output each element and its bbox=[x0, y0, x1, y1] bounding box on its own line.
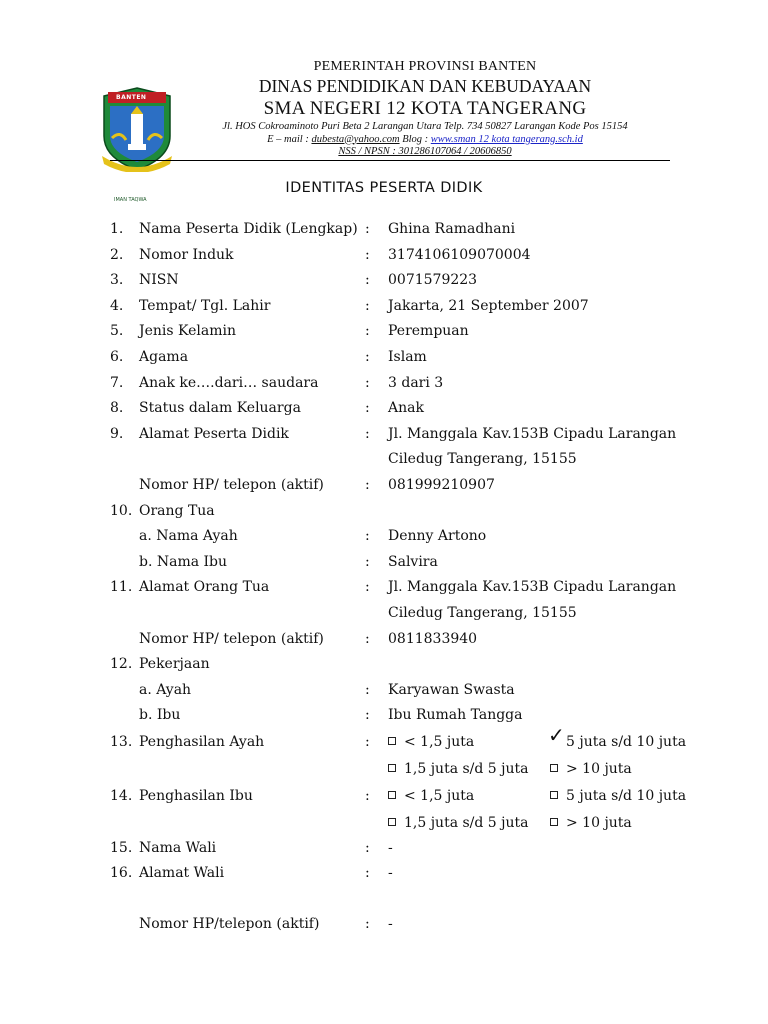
field-colon: : bbox=[365, 707, 370, 724]
field-number: 7. bbox=[110, 374, 124, 391]
field-label: Orang Tua bbox=[139, 502, 215, 519]
field-value: - bbox=[388, 840, 393, 856]
field-label: Tempat/ Tgl. Lahir bbox=[139, 297, 271, 314]
field-number: 1. bbox=[110, 221, 124, 237]
form-row bbox=[0, 525, 768, 547]
field-number: 12. bbox=[110, 656, 133, 673]
income-option[interactable] bbox=[550, 758, 632, 780]
checkbox-icon bbox=[388, 791, 396, 799]
form-row bbox=[0, 602, 768, 624]
field-number: 10. bbox=[110, 502, 133, 519]
field-colon: : bbox=[365, 297, 370, 314]
form-row bbox=[0, 551, 768, 573]
field-number: 11. bbox=[110, 579, 133, 596]
field-value: Salvira bbox=[388, 553, 438, 570]
field-number: 13. bbox=[110, 734, 133, 750]
income-option[interactable] bbox=[388, 731, 474, 753]
field-label: Nomor Induk bbox=[139, 246, 234, 263]
field-number: 5. bbox=[110, 323, 124, 340]
field-colon: : bbox=[365, 400, 370, 417]
form-row bbox=[0, 269, 768, 291]
form-row bbox=[0, 346, 768, 368]
field-label: Nama Wali bbox=[139, 840, 217, 856]
field-number: 14. bbox=[110, 788, 133, 804]
field-label: Alamat Peserta Didik bbox=[139, 425, 289, 442]
field-colon: : bbox=[365, 477, 370, 493]
form-row bbox=[0, 628, 768, 650]
checkbox-icon bbox=[550, 791, 558, 799]
field-colon: : bbox=[365, 246, 370, 263]
field-number: 6. bbox=[110, 349, 124, 365]
dept-name: DINAS PENDIDIKAN DAN KEBUDAYAAN bbox=[258, 76, 592, 96]
field-colon: : bbox=[365, 734, 370, 750]
field-value: Denny Artono bbox=[388, 528, 487, 545]
govt-name: PEMERINTAH PROVINSI BANTEN bbox=[313, 59, 537, 74]
blog-link[interactable]: www.sman 12 kota tangerang.sch.id bbox=[430, 133, 583, 145]
field-colon: : bbox=[365, 840, 370, 856]
field-colon: : bbox=[365, 579, 370, 596]
header-divider bbox=[110, 160, 670, 161]
form-row bbox=[0, 423, 768, 445]
checkmark-icon: ✓ bbox=[548, 723, 565, 747]
form-row bbox=[0, 653, 768, 675]
field-value: - bbox=[388, 865, 393, 881]
option-label: > 10 juta bbox=[566, 761, 632, 777]
field-value: Jl. Manggala Kav.153B Cipadu Larangan bbox=[388, 579, 677, 596]
field-value: 081999210907 bbox=[388, 477, 495, 493]
form-row bbox=[0, 704, 768, 726]
field-value: Karyawan Swasta bbox=[388, 681, 515, 698]
field-colon: : bbox=[365, 323, 370, 340]
field-label: b. Ibu bbox=[139, 707, 181, 724]
blog-label: Blog : bbox=[399, 133, 431, 145]
field-colon: : bbox=[365, 221, 370, 237]
field-number: 2. bbox=[110, 246, 124, 263]
field-value: Ciledug Tangerang, 15155 bbox=[388, 451, 577, 468]
letterhead-text bbox=[180, 58, 670, 159]
field-label: Anak ke….dari… saudara bbox=[139, 374, 319, 391]
checkbox-icon bbox=[388, 818, 396, 826]
form-row bbox=[0, 576, 768, 598]
guardian-row bbox=[0, 913, 768, 935]
income-option[interactable] bbox=[388, 812, 529, 834]
field-label: Penghasilan Ayah bbox=[139, 734, 265, 750]
option-label: 5 juta s/d 10 juta bbox=[566, 734, 687, 750]
checkbox-icon bbox=[388, 764, 396, 772]
field-label: Pekerjaan bbox=[139, 656, 210, 673]
form-row bbox=[0, 397, 768, 419]
form-row bbox=[0, 448, 768, 470]
form-row bbox=[0, 218, 768, 240]
income-row bbox=[0, 785, 768, 831]
field-value: Ghina Ramadhani bbox=[388, 221, 516, 237]
field-colon: : bbox=[365, 272, 370, 289]
checkbox-icon bbox=[550, 818, 558, 826]
nss-npsn: NSS / NPSN : 301286107064 / 20606850 bbox=[338, 146, 512, 157]
field-number: 8. bbox=[110, 400, 124, 417]
field-label: Status dalam Keluarga bbox=[139, 400, 301, 417]
field-number: 9. bbox=[110, 425, 124, 442]
field-label: Penghasilan Ibu bbox=[139, 788, 253, 804]
email-link[interactable]: dubesta@yahoo.com bbox=[311, 133, 400, 145]
income-option[interactable] bbox=[388, 758, 529, 780]
form-row bbox=[0, 372, 768, 394]
field-number: 4. bbox=[110, 297, 124, 314]
form-row bbox=[0, 474, 768, 496]
page-title: IDENTITAS PESERTA DIDIK bbox=[285, 180, 483, 196]
field-label: Nomor HP/ telepon (aktif) bbox=[139, 630, 324, 647]
email-label: E – mail : bbox=[267, 133, 312, 145]
form-row bbox=[0, 244, 768, 266]
guardian-row bbox=[0, 862, 768, 884]
option-label: < 1,5 juta bbox=[404, 788, 475, 804]
field-value: Anak bbox=[388, 400, 424, 417]
field-label: NISN bbox=[139, 272, 179, 289]
field-colon: : bbox=[365, 788, 370, 804]
form-row bbox=[0, 679, 768, 701]
field-label: a. Nama Ayah bbox=[139, 528, 238, 545]
field-label: Alamat Orang Tua bbox=[139, 579, 270, 596]
field-value: Perempuan bbox=[388, 323, 469, 340]
school-name: SMA NEGERI 12 KOTA TANGERANG bbox=[263, 98, 587, 119]
income-option[interactable] bbox=[550, 812, 632, 834]
field-label: Agama bbox=[139, 349, 189, 365]
field-value: Ciledug Tangerang, 15155 bbox=[388, 605, 577, 621]
contact-line bbox=[180, 134, 670, 147]
option-label: 1,5 juta s/d 5 juta bbox=[404, 815, 529, 831]
school-address: Jl. HOS Cokroaminoto Puri Beta 2 Larangan Utara Telp. 734 50827 Larangan Kode Pos 15154 bbox=[222, 121, 628, 132]
field-colon: : bbox=[365, 349, 370, 365]
field-label: b. Nama Ibu bbox=[139, 553, 228, 570]
field-label: Jenis Kelamin bbox=[139, 323, 236, 340]
income-option[interactable] bbox=[550, 785, 686, 807]
field-value: - bbox=[388, 916, 393, 932]
field-colon: : bbox=[365, 528, 370, 545]
field-label: Nama Peserta Didik (Lengkap) bbox=[139, 221, 358, 237]
form-row bbox=[0, 320, 768, 342]
field-colon: : bbox=[365, 865, 370, 881]
field-value: Ibu Rumah Tangga bbox=[388, 707, 523, 724]
field-number: 16. bbox=[110, 865, 133, 881]
field-colon: : bbox=[365, 630, 370, 647]
field-colon: : bbox=[365, 553, 370, 570]
form-row bbox=[0, 295, 768, 317]
field-number: 3. bbox=[110, 272, 124, 289]
checkbox-icon bbox=[550, 764, 558, 772]
checkbox-icon bbox=[388, 737, 396, 745]
field-colon: : bbox=[365, 681, 370, 698]
field-colon: : bbox=[365, 425, 370, 442]
field-value: 3174106109070004 bbox=[388, 246, 531, 263]
field-value: Jl. Manggala Kav.153B Cipadu Larangan bbox=[388, 425, 677, 442]
field-label: Nomor HP/telepon (aktif) bbox=[139, 916, 320, 932]
field-value: Islam bbox=[388, 349, 427, 365]
field-value: 3 dari 3 bbox=[388, 374, 444, 391]
field-value: Jakarta, 21 September 2007 bbox=[388, 297, 589, 314]
field-value: 0071579223 bbox=[388, 272, 478, 289]
field-label: Alamat Wali bbox=[139, 865, 225, 881]
field-label: a. Ayah bbox=[139, 681, 192, 698]
field-colon: : bbox=[365, 916, 370, 932]
income-row bbox=[0, 723, 768, 777]
field-number: 15. bbox=[110, 840, 133, 856]
form-row bbox=[0, 500, 768, 522]
logo-text-bottom: IMAN TAQWA bbox=[114, 197, 147, 203]
income-option[interactable] bbox=[388, 785, 474, 807]
logo-text-top: BANTEN bbox=[116, 94, 147, 101]
field-value: 0811833940 bbox=[388, 630, 478, 647]
income-option[interactable] bbox=[548, 723, 687, 753]
guardian-row bbox=[0, 837, 768, 859]
option-label: 5 juta s/d 10 juta bbox=[566, 788, 687, 804]
option-label: > 10 juta bbox=[566, 815, 632, 831]
field-label: Nomor HP/ telepon (aktif) bbox=[139, 477, 324, 493]
field-colon: : bbox=[365, 374, 370, 391]
option-label: < 1,5 juta bbox=[404, 734, 475, 750]
option-label: 1,5 juta s/d 5 juta bbox=[404, 761, 529, 777]
